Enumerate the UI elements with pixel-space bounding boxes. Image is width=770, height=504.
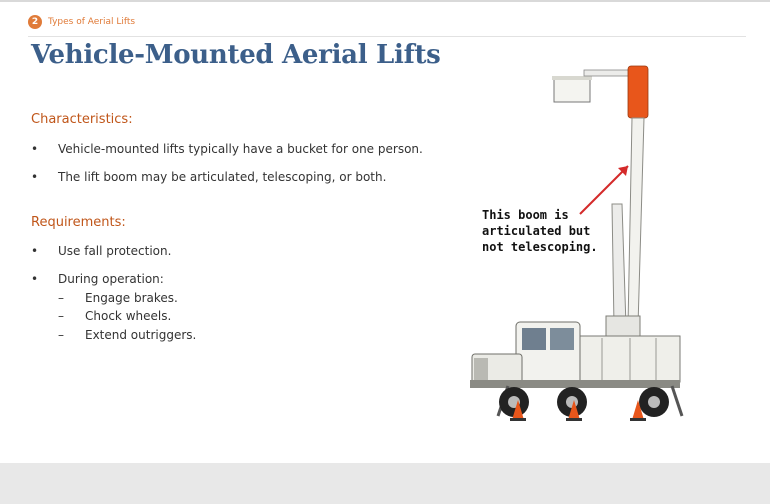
bullet-glyph: •	[31, 142, 39, 156]
boom-head	[628, 66, 648, 118]
wheels	[499, 387, 669, 417]
sub-list-item-text: Extend outriggers.	[85, 328, 197, 342]
top-border	[0, 0, 770, 2]
requirements-heading: Requirements:	[31, 215, 126, 230]
list-item-text: Use fall protection.	[58, 244, 172, 258]
upper-boom	[628, 118, 644, 326]
list-item-text: Vehicle-mounted lifts typically have a bucket for one person.	[58, 142, 423, 156]
breadcrumb	[28, 15, 135, 29]
list-item-text: The lift boom may be articulated, telescoping, or both.	[58, 170, 387, 184]
sub-list-item-text: Engage brakes.	[85, 291, 178, 305]
characteristics-heading: Characteristics:	[31, 112, 133, 127]
lower-boom	[612, 204, 626, 326]
breadcrumb-label: Types of Aerial Lifts	[48, 17, 136, 27]
page-title: Vehicle-Mounted Aerial Lifts	[31, 40, 441, 70]
list-item-text: During operation:	[58, 272, 164, 286]
dash-glyph: –	[58, 309, 64, 323]
chassis	[470, 380, 680, 388]
bullet-glyph: •	[31, 272, 39, 286]
bucket-truck-image	[468, 64, 688, 424]
utility-body	[576, 336, 680, 382]
bullet-glyph: •	[31, 244, 39, 258]
title-divider	[28, 36, 746, 37]
footer-bar	[0, 463, 770, 504]
bullet-glyph: •	[31, 170, 39, 184]
callout-text: This boom is articulated but not telescoping.	[482, 208, 598, 254]
sub-list-item-text: Chock wheels.	[85, 309, 172, 323]
bucket	[552, 76, 592, 102]
truck-cab	[472, 322, 580, 384]
dash-glyph: –	[58, 291, 64, 305]
section-number-badge: 2	[28, 15, 42, 29]
dash-glyph: –	[58, 328, 64, 342]
